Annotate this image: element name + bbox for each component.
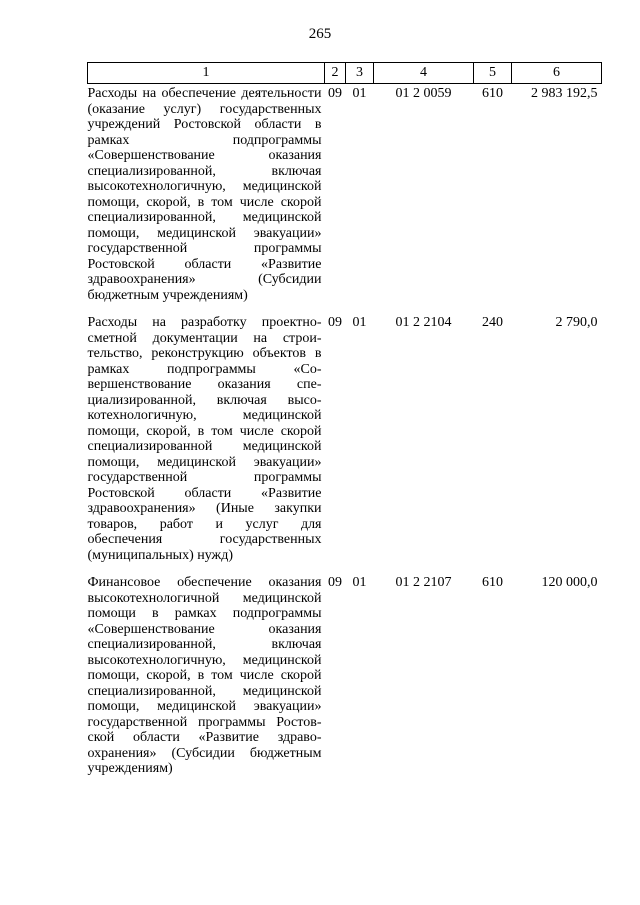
table-row	[88, 303, 602, 563]
row-amount: 2 790,0	[555, 315, 598, 330]
column-header-1: 1	[88, 63, 325, 84]
row-description: Финансовое обеспечение оказания высокотехнологичной медицинской помощи в рамках подпрограммы «Совершенствование оказания специализированной, включая высокотехнологичную, медицинской помощи, скорой, в том числе скорой специализированной, медицинской помощи, медицинской эвакуации» государственной программы Ростовской области «Развитие здравоохранения» (Субсидии бюджетным учреждениям)	[87, 575, 322, 776]
table-header-row	[88, 63, 602, 84]
row-amount: 120 000,0	[541, 575, 598, 590]
column-header-5: 5	[474, 63, 512, 84]
row-expense-type: 240	[482, 315, 503, 330]
row-target-article: 01 2 2104	[395, 315, 452, 330]
row-section: 09	[328, 315, 342, 330]
page-number: 265	[308, 26, 332, 42]
row-amount: 2 983 192,5	[531, 86, 598, 101]
row-subsection: 01	[352, 86, 367, 101]
row-description: Расходы на разработку проектно-сметной документации на строительство, реконструкцию объектов в рамках подпрограммы «Совершенствование оказания специализированной, включая высокотехнологичную, медицинской помощи, скорой, в том числе скорой специализированной медицинской помощи, медицинской эвакуации» государственной программы Ростовской области «Развитие здравоохранения» (Иные закупки товаров, работ и услуг для обеспечения государственных (муниципальных) нужд)	[87, 315, 322, 563]
column-header-3: 3	[346, 63, 374, 84]
column-header-6: 6	[512, 63, 602, 84]
column-header-4: 4	[374, 63, 474, 84]
row-expense-type: 610	[482, 86, 503, 101]
row-section: 09	[328, 575, 342, 590]
row-target-article: 01 2 0059	[395, 86, 452, 101]
row-target-article: 01 2 2107	[395, 575, 452, 590]
table-row	[88, 563, 602, 777]
table-row	[88, 84, 602, 304]
column-header-2: 2	[325, 63, 346, 84]
budget-table	[87, 62, 602, 777]
row-description: Расходы на обеспечение деятельности (оказание услуг) государственных учреждений Ростовской области в рамках подпрограммы «Совершенствование оказания специализированной, включая высокотехнологичную, медицинской помощи, скорой, в том числе скорой специализированной, медицинской помощи, медицинской эвакуации» государственной программы Ростовской области «Развитие здравоохранения» (Субсидии бюджетным учреждениям)	[87, 86, 322, 303]
row-section: 09	[328, 86, 342, 101]
row-expense-type: 610	[482, 575, 503, 590]
row-subsection: 01	[352, 315, 367, 330]
row-subsection: 01	[352, 575, 367, 590]
